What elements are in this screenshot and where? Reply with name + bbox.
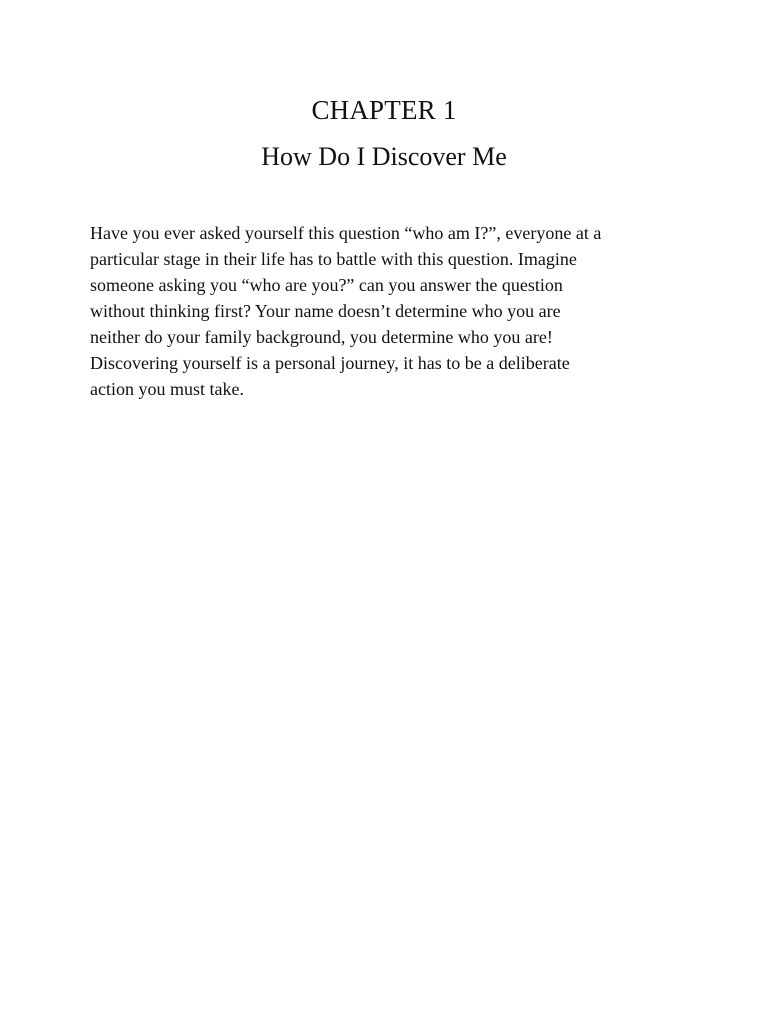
body-paragraph	[90, 220, 690, 402]
paragraph-line: without thinking first? Your name doesn’t determine who you are	[90, 301, 561, 321]
paragraph-line: someone asking you “who are you?” can you answer the question	[90, 275, 563, 295]
paragraph-line: Discovering yourself is a personal journey, it has to be a deliberate	[90, 353, 570, 373]
paragraph-line: particular stage in their life has to battle with this question. Imagine	[90, 249, 577, 269]
paragraph-line: Have you ever asked yourself this question “who am I?”, everyone at a	[90, 223, 602, 243]
chapter-number-heading: CHAPTER 1	[311, 95, 457, 125]
chapter-title-heading: How Do I Discover Me	[261, 142, 507, 171]
paragraph-line: neither do your family background, you determine who you are!	[90, 327, 553, 347]
paragraph-line: action you must take.	[90, 379, 244, 399]
